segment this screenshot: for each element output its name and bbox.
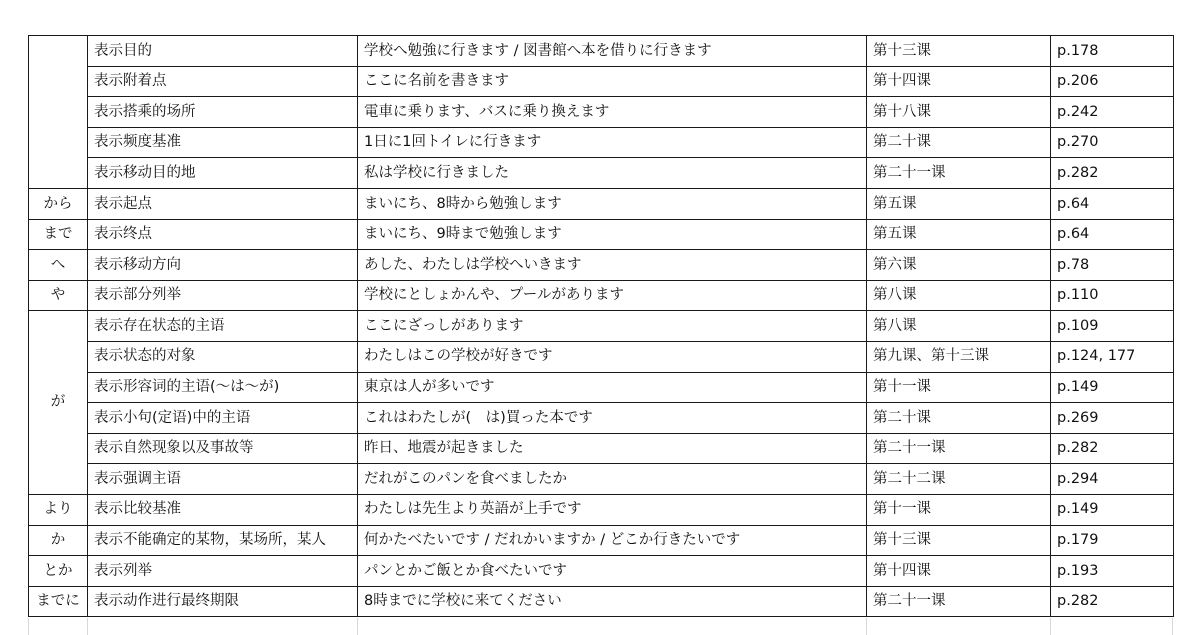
- table-row: [29, 311, 1174, 342]
- page-cell: p.124, 177: [1051, 341, 1174, 372]
- page-cell: p.282: [1051, 433, 1174, 464]
- particle-cell: とか: [29, 556, 88, 587]
- table-row: [29, 403, 1174, 434]
- lesson-cell: 第六课: [867, 250, 1051, 281]
- particle-cell: へ: [29, 250, 88, 281]
- lesson-cell: 第五课: [867, 219, 1051, 250]
- page-cell: p.282: [1051, 586, 1174, 617]
- usage-cell: 表示移动目的地: [88, 158, 358, 189]
- table-row: [29, 219, 1174, 250]
- lesson-cell: 第十八课: [867, 97, 1051, 128]
- lesson-cell: 第十四课: [867, 66, 1051, 97]
- example-cell: ここに名前を書きます: [358, 66, 867, 97]
- table-row: [29, 36, 1174, 67]
- example-cell: だれがこのパンを食べましたか: [358, 464, 867, 495]
- page-cell: p.110: [1051, 280, 1174, 311]
- page-cell: p.64: [1051, 188, 1174, 219]
- grid-continuation-line: [87, 618, 88, 635]
- usage-cell: 表示部分列举: [88, 280, 358, 311]
- table-row: [29, 97, 1174, 128]
- page-cell: p.206: [1051, 66, 1174, 97]
- page-cell: p.193: [1051, 556, 1174, 587]
- particle-cell: か: [29, 525, 88, 556]
- example-cell: これはわたしが( は)買った本です: [358, 403, 867, 434]
- page-cell: p.242: [1051, 97, 1174, 128]
- table-row: [29, 433, 1174, 464]
- example-cell: 昨日、地震が起きました: [358, 433, 867, 464]
- example-cell: 学校にとしょかんや、プールがあります: [358, 280, 867, 311]
- lesson-cell: 第十三课: [867, 36, 1051, 67]
- example-cell: まいにち、8時から勉強します: [358, 188, 867, 219]
- usage-cell: 表示小句(定语)中的主语: [88, 403, 358, 434]
- usage-cell: 表示形容词的主语(～は～が): [88, 372, 358, 403]
- particle-cell: [29, 36, 88, 189]
- particle-cell: や: [29, 280, 88, 311]
- table-row: [29, 556, 1174, 587]
- page-cell: p.179: [1051, 525, 1174, 556]
- example-cell: 東京は人が多いです: [358, 372, 867, 403]
- grammar-table: [28, 35, 1174, 617]
- example-cell: まいにち、9時まで勉強します: [358, 219, 867, 250]
- example-cell: ここにざっしがあります: [358, 311, 867, 342]
- example-cell: 1日に1回トイレに行きます: [358, 127, 867, 158]
- usage-cell: 表示移动方向: [88, 250, 358, 281]
- usage-cell: 表示频度基准: [88, 127, 358, 158]
- usage-cell: 表示状态的对象: [88, 341, 358, 372]
- table-row: [29, 188, 1174, 219]
- particle-cell: から: [29, 188, 88, 219]
- example-cell: 学校へ勉強に行きます / 図書館へ本を借りに行きます: [358, 36, 867, 67]
- lesson-cell: 第二十课: [867, 127, 1051, 158]
- usage-cell: 表示存在状态的主语: [88, 311, 358, 342]
- usage-cell: 表示比较基准: [88, 494, 358, 525]
- usage-cell: 表示目的: [88, 36, 358, 67]
- lesson-cell: 第二十一课: [867, 158, 1051, 189]
- table-row: [29, 341, 1174, 372]
- page-cell: p.269: [1051, 403, 1174, 434]
- example-cell: 何かたべたいです / だれかいますか / どこか行きたいです: [358, 525, 867, 556]
- lesson-cell: 第十一课: [867, 494, 1051, 525]
- example-cell: 私は学校に行きました: [358, 158, 867, 189]
- usage-cell: 表示不能确定的某物，某场所，某人: [88, 525, 358, 556]
- example-cell: あした、わたしは学校へいきます: [358, 250, 867, 281]
- lesson-cell: 第十一课: [867, 372, 1051, 403]
- table-row: [29, 525, 1174, 556]
- table-row: [29, 372, 1174, 403]
- usage-cell: 表示附着点: [88, 66, 358, 97]
- particle-cell: より: [29, 494, 88, 525]
- table-row: [29, 127, 1174, 158]
- example-cell: 電車に乗ります、バスに乗り換えます: [358, 97, 867, 128]
- lesson-cell: 第二十二课: [867, 464, 1051, 495]
- page-cell: p.78: [1051, 250, 1174, 281]
- page-cell: p.294: [1051, 464, 1174, 495]
- example-cell: 8時までに学校に来てください: [358, 586, 867, 617]
- table-row: [29, 158, 1174, 189]
- table-row: [29, 464, 1174, 495]
- grid-continuation-line: [1172, 618, 1173, 635]
- page-cell: p.270: [1051, 127, 1174, 158]
- grid-continuation-line: [866, 618, 867, 635]
- example-cell: パンとかご飯とか食べたいです: [358, 556, 867, 587]
- lesson-cell: 第十三课: [867, 525, 1051, 556]
- example-cell: わたしは先生より英語が上手です: [358, 494, 867, 525]
- particle-cell: が: [29, 311, 88, 495]
- usage-cell: 表示列举: [88, 556, 358, 587]
- table-row: [29, 66, 1174, 97]
- usage-cell: 表示搭乘的场所: [88, 97, 358, 128]
- usage-cell: 表示动作进行最终期限: [88, 586, 358, 617]
- grid-continuation-line: [1050, 618, 1051, 635]
- usage-cell: 表示自然现象以及事故等: [88, 433, 358, 464]
- usage-cell: 表示强调主语: [88, 464, 358, 495]
- particle-cell: までに: [29, 586, 88, 617]
- example-cell: わたしはこの学校が好きです: [358, 341, 867, 372]
- lesson-cell: 第五课: [867, 188, 1051, 219]
- usage-cell: 表示终点: [88, 219, 358, 250]
- lesson-cell: 第二十一课: [867, 586, 1051, 617]
- particle-cell: まで: [29, 219, 88, 250]
- grid-continuation-line: [357, 618, 358, 635]
- lesson-cell: 第八课: [867, 280, 1051, 311]
- usage-cell: 表示起点: [88, 188, 358, 219]
- lesson-cell: 第二十一课: [867, 433, 1051, 464]
- page-cell: p.149: [1051, 372, 1174, 403]
- grid-continuation-line: [28, 618, 29, 635]
- lesson-cell: 第二十课: [867, 403, 1051, 434]
- lesson-cell: 第十四课: [867, 556, 1051, 587]
- page-cell: p.282: [1051, 158, 1174, 189]
- lesson-cell: 第八课: [867, 311, 1051, 342]
- lesson-cell: 第九课、第十三课: [867, 341, 1051, 372]
- table-row: [29, 494, 1174, 525]
- page-cell: p.64: [1051, 219, 1174, 250]
- page-cell: p.178: [1051, 36, 1174, 67]
- table-row: [29, 250, 1174, 281]
- page-cell: p.109: [1051, 311, 1174, 342]
- table-row: [29, 280, 1174, 311]
- table-row: [29, 586, 1174, 617]
- page-cell: p.149: [1051, 494, 1174, 525]
